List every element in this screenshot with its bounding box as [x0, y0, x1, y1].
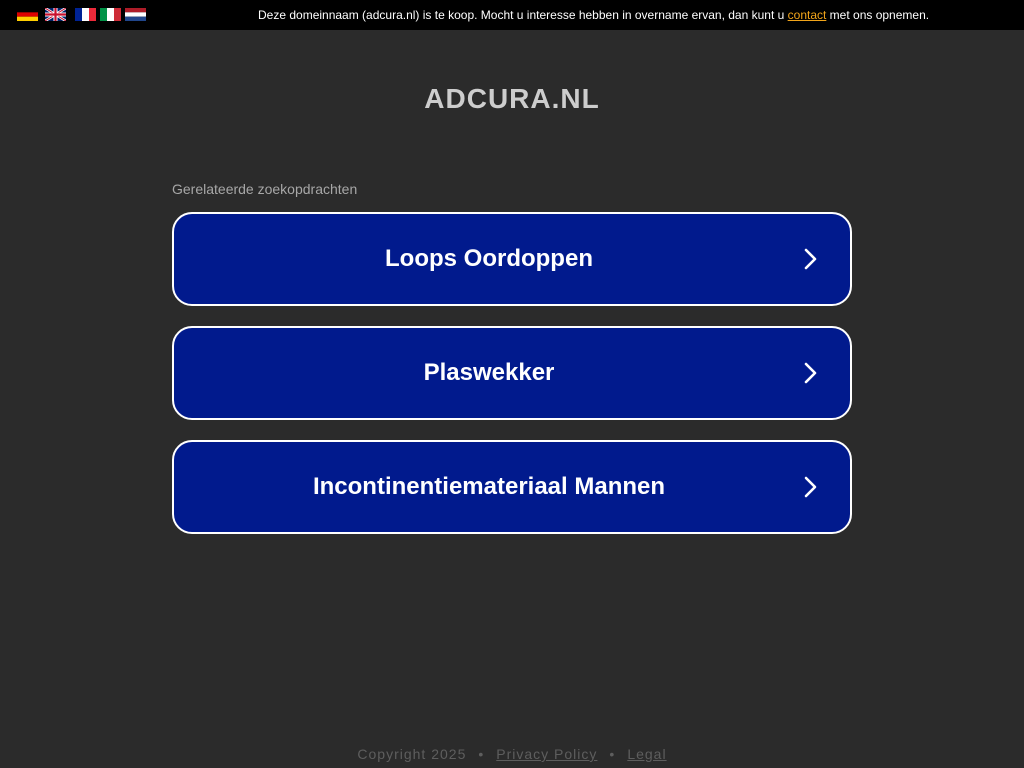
- sale-banner-text: [258, 8, 958, 22]
- topbar: [0, 0, 1024, 30]
- copyright-text: Copyright 2025: [357, 746, 467, 762]
- chevron-right-icon: [798, 475, 822, 499]
- related-search-incontinentiemateriaal-mannen[interactable]: [172, 440, 852, 534]
- privacy-policy-link[interactable]: Privacy Policy: [496, 746, 598, 762]
- footer-separator: •: [478, 746, 485, 762]
- related-searches-label: Gerelateerde zoekopdrachten: [172, 181, 358, 197]
- german-flag-icon[interactable]: [17, 8, 38, 21]
- french-flag-icon[interactable]: [75, 8, 96, 21]
- related-search-label: Loops Oordoppen: [385, 245, 593, 272]
- dutch-flag-icon[interactable]: [125, 8, 146, 21]
- contact-link[interactable]: contact: [787, 8, 827, 22]
- site-title: ADCURA.NL: [424, 83, 600, 114]
- uk-flag-icon[interactable]: [45, 8, 66, 21]
- related-search-plaswekker[interactable]: [172, 326, 852, 420]
- related-search-loops-oordoppen[interactable]: [172, 212, 852, 306]
- legal-link[interactable]: Legal: [627, 746, 667, 762]
- chevron-right-icon: [798, 361, 822, 385]
- related-search-label: Plaswekker: [423, 359, 555, 386]
- banner-message-end: met ons opnemen.: [826, 8, 930, 22]
- footer-separator: •: [609, 746, 616, 762]
- footer: [0, 745, 1024, 763]
- banner-message-start: Deze domeinnaam (adcura.nl) is te koop. Mocht u interesse hebben in overname ervan, dan kunt u: [258, 8, 788, 22]
- chevron-right-icon: [798, 247, 822, 271]
- italian-flag-icon[interactable]: [100, 8, 121, 21]
- related-search-label: Incontinentiemateriaal Mannen: [312, 473, 666, 500]
